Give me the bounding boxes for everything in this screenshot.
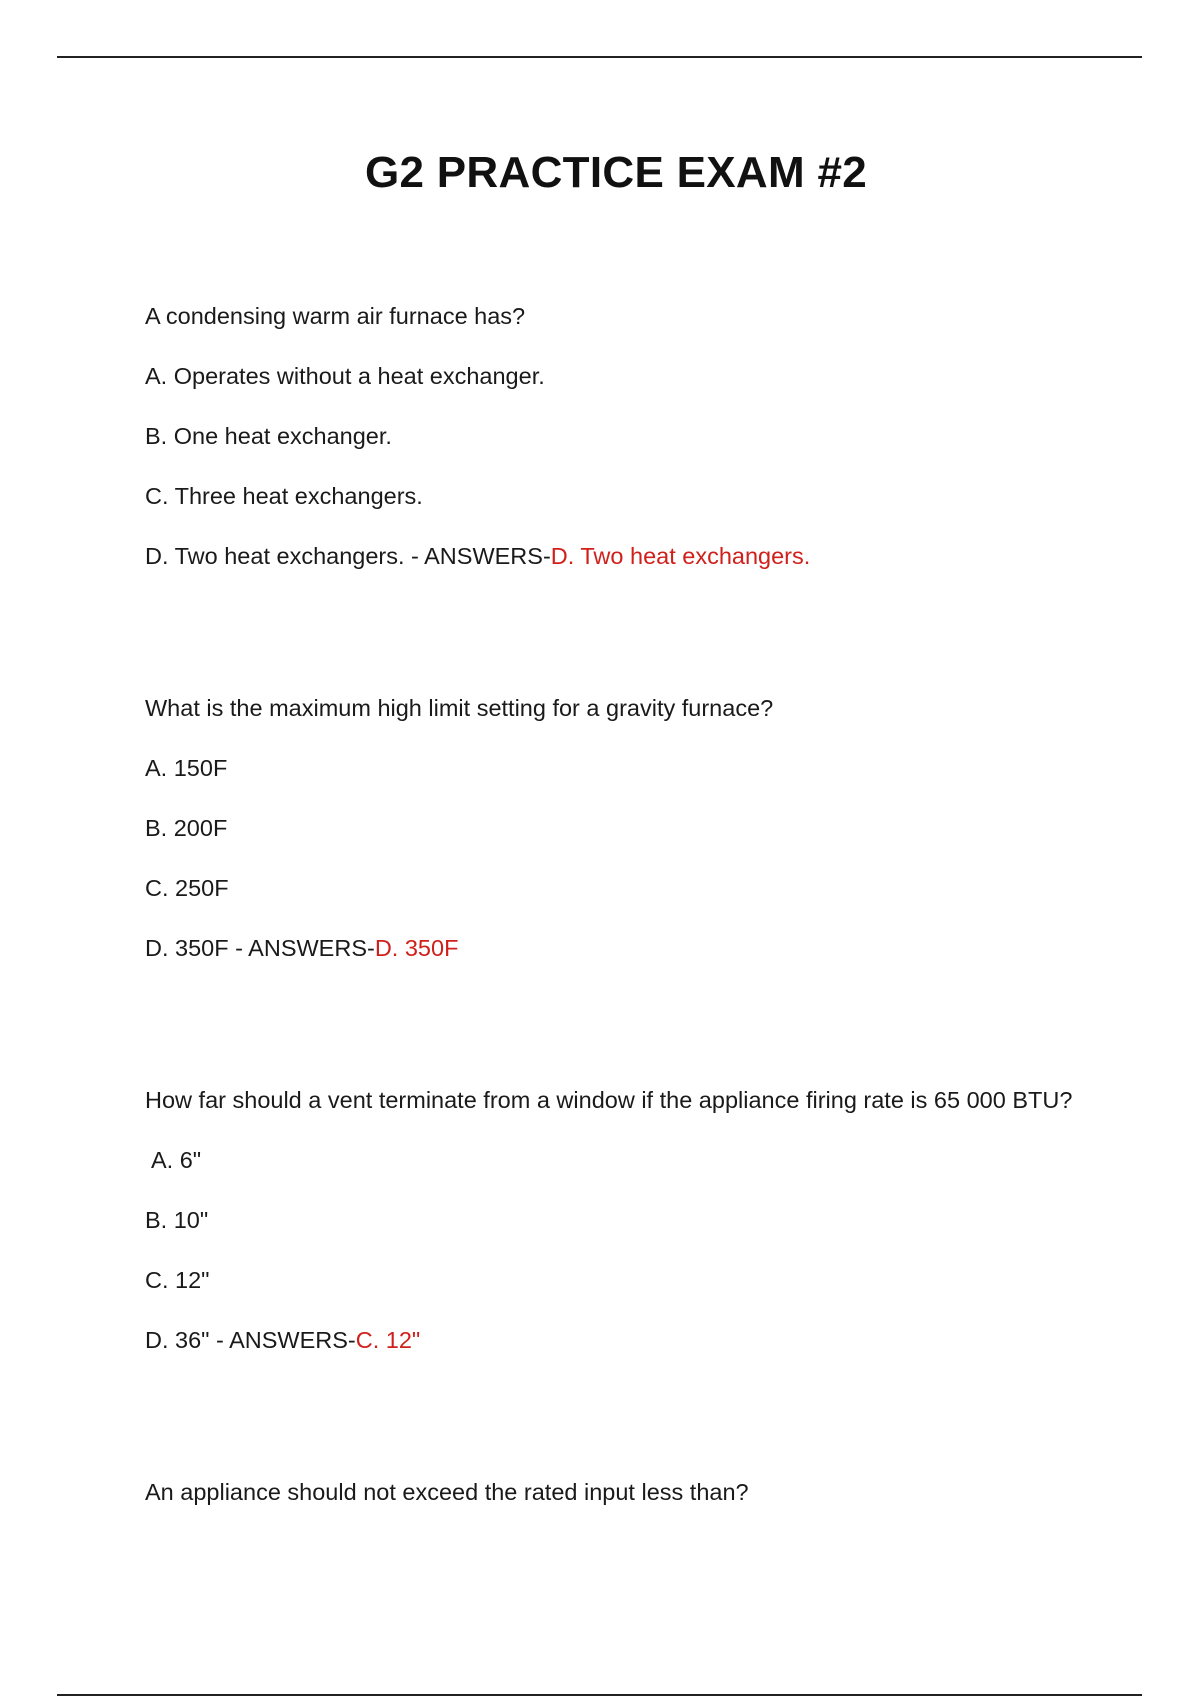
answer-separator: - ANSWERS- xyxy=(228,935,375,961)
answer-key: C. 12" xyxy=(355,1327,421,1353)
option-a: A. 150F xyxy=(145,755,228,781)
question-text: How far should a vent terminate from a window if the appliance firing rate is 65 000 BTU? xyxy=(145,1087,1073,1113)
option-a: A. 6" xyxy=(151,1147,202,1173)
option-b: B. 200F xyxy=(145,815,228,841)
footer-rule xyxy=(57,1694,1142,1696)
option-b: B. One heat exchanger. xyxy=(145,423,392,449)
option-d: D. Two heat exchangers. xyxy=(145,543,405,569)
option-d-with-answer xyxy=(145,536,1075,576)
question-list xyxy=(145,296,1075,1624)
question-text: What is the maximum high limit setting for a gravity furnace? xyxy=(145,695,774,721)
option-c: C. 250F xyxy=(145,875,229,901)
option-d-with-answer xyxy=(145,928,1075,968)
page-title: G2 PRACTICE EXAM #2 xyxy=(364,148,868,197)
answer-separator: - ANSWERS- xyxy=(404,543,551,569)
question-text: A condensing warm air furnace has? xyxy=(145,303,526,329)
answer-key: D. Two heat exchangers. xyxy=(550,543,811,569)
option-b: B. 10" xyxy=(145,1207,209,1233)
option-d: D. 350F xyxy=(145,935,229,961)
option-d: D. 36" xyxy=(145,1327,210,1353)
answer-separator: - ANSWERS- xyxy=(209,1327,356,1353)
question-1 xyxy=(145,296,1075,576)
option-a: A. Operates without a heat exchanger. xyxy=(145,363,545,389)
question-4 xyxy=(145,1472,1075,1512)
question-2 xyxy=(145,688,1075,968)
option-d-with-answer xyxy=(145,1320,1075,1360)
header-rule xyxy=(57,56,1142,58)
answer-key: D. 350F xyxy=(374,935,459,961)
question-text: An appliance should not exceed the rated input less than? xyxy=(145,1479,749,1505)
option-c: C. Three heat exchangers. xyxy=(145,483,423,509)
question-3 xyxy=(145,1080,1075,1360)
option-c: C. 12" xyxy=(145,1267,210,1293)
